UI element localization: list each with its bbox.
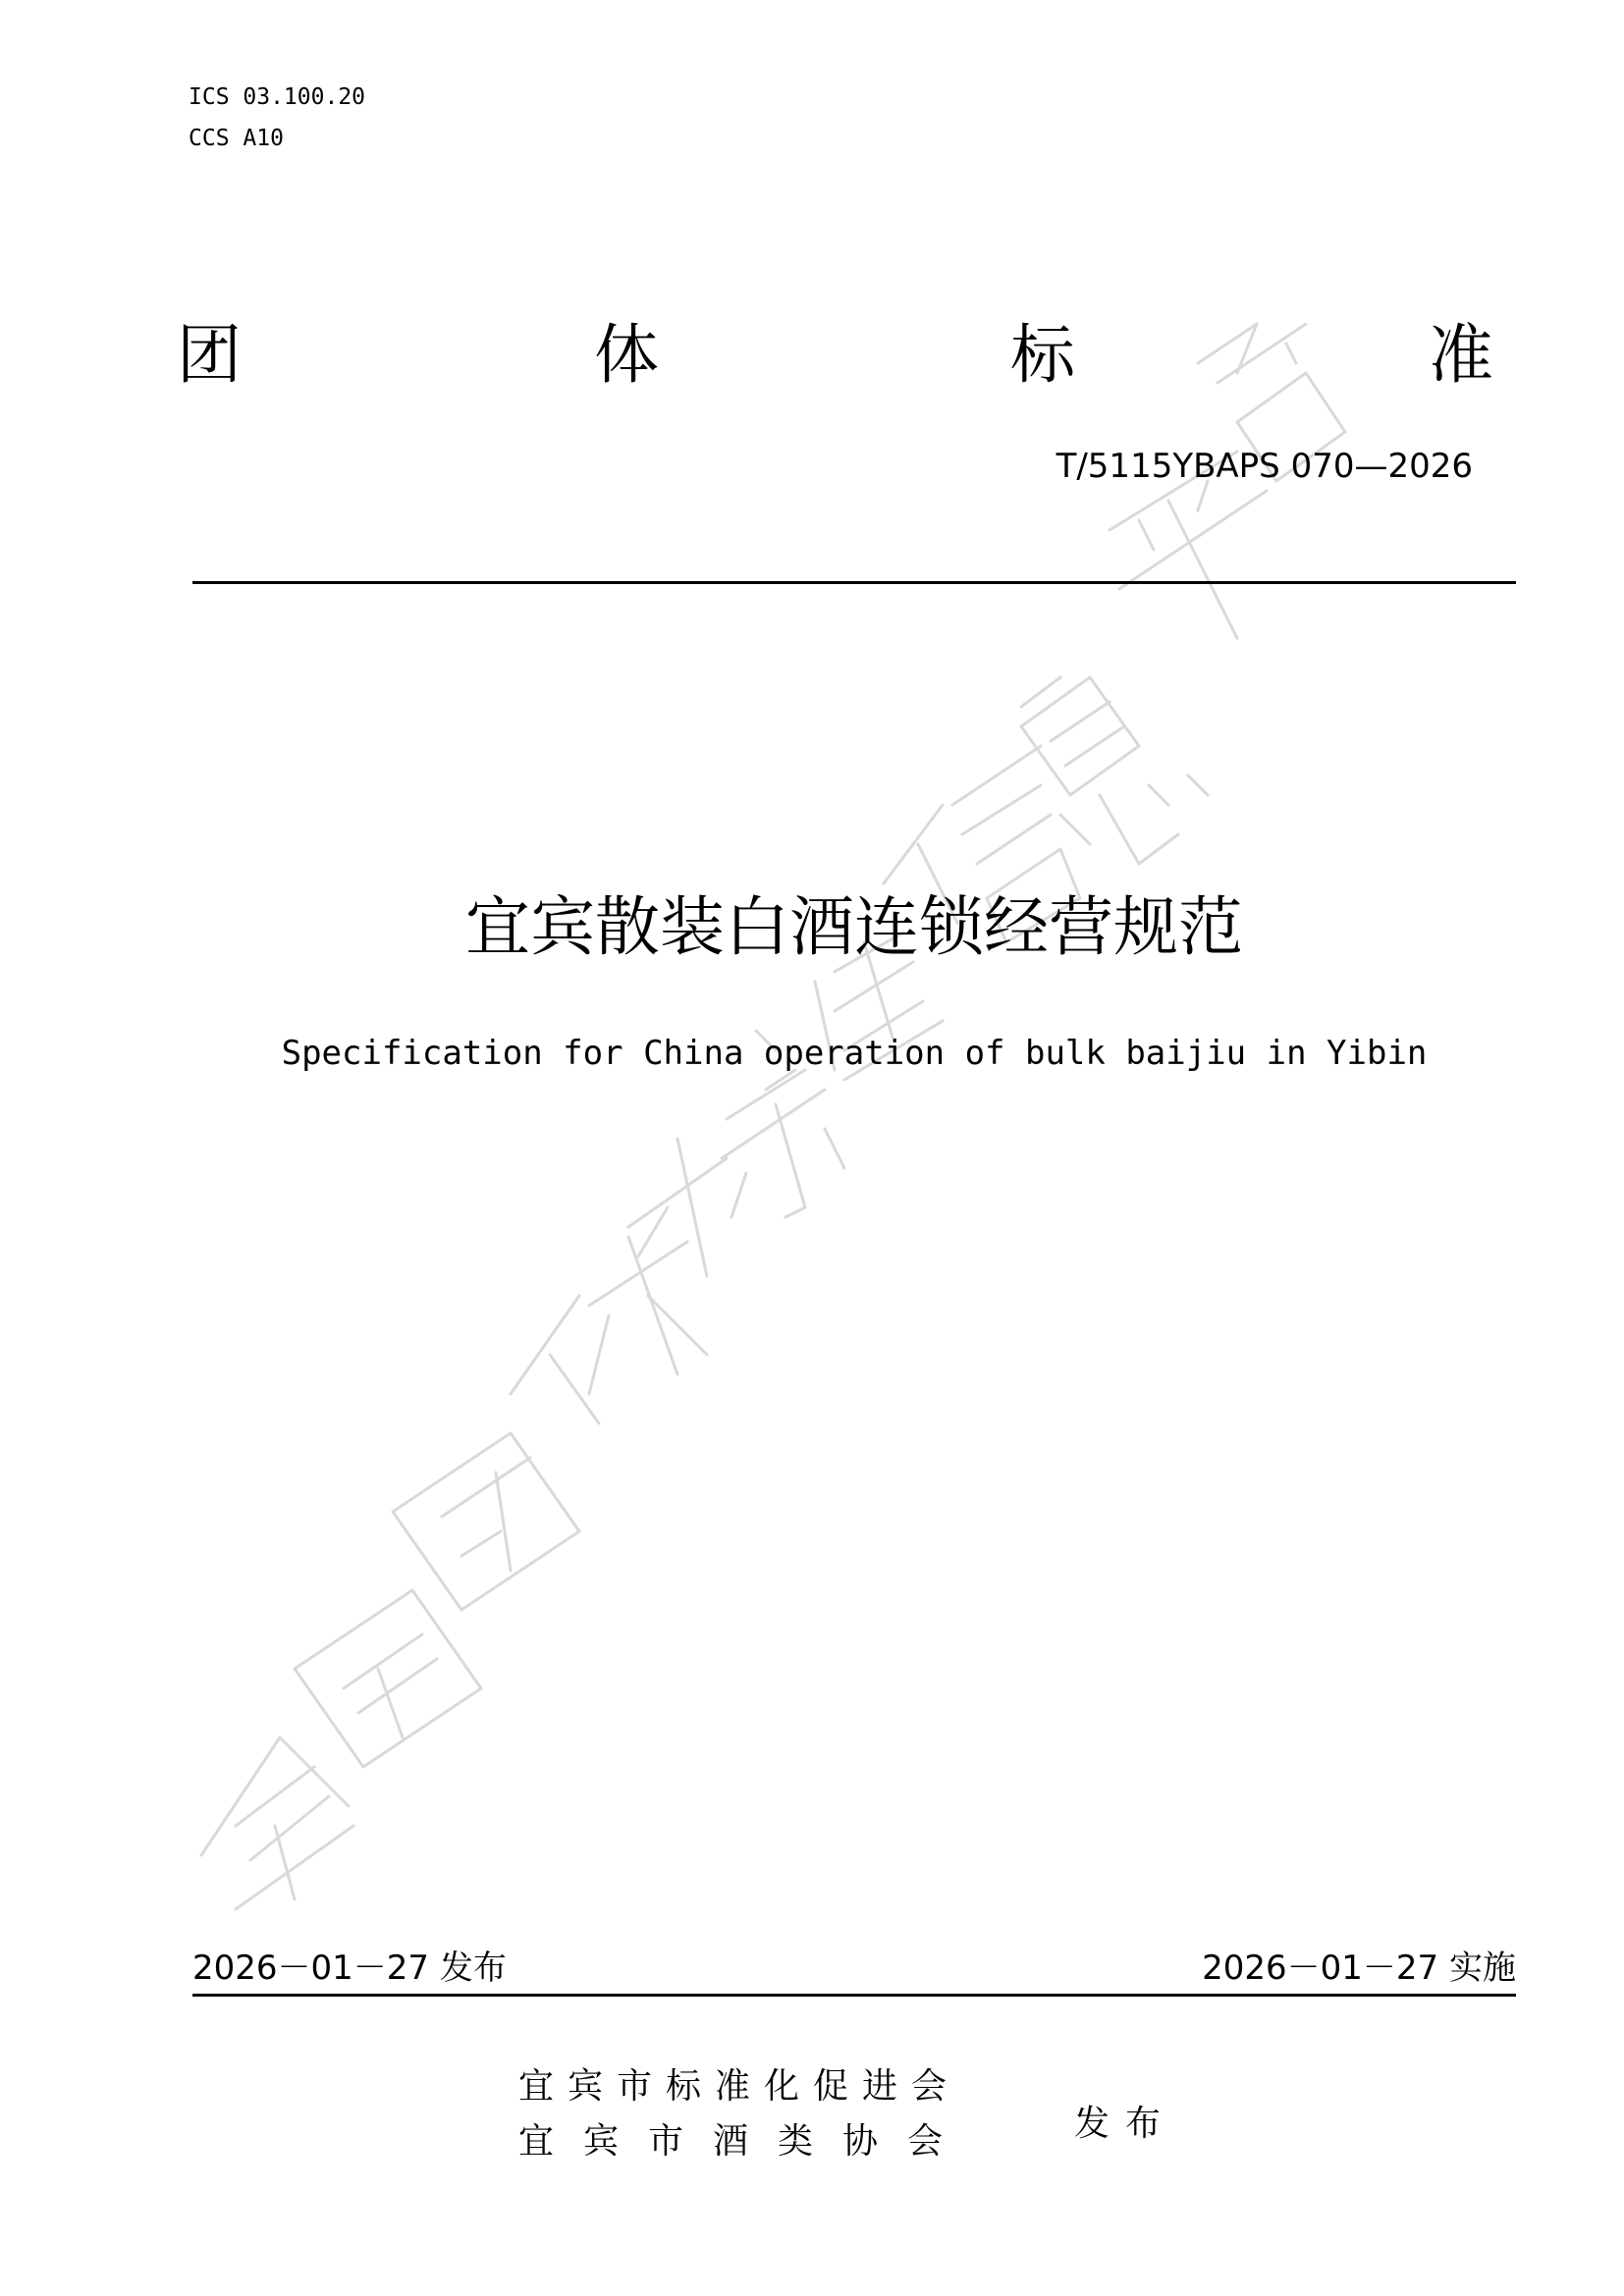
standard-type-char: 准: [1429, 317, 1493, 393]
ccs-code: CCS A10: [189, 126, 284, 151]
standard-number: T/5115YBAPS 070—2026: [1056, 447, 1473, 486]
document-title-english: Specification for China operation of bulk baijiu in Yibin: [281, 1034, 1428, 1073]
top-divider: [192, 581, 1516, 584]
implementation-date: 2026－01－27 实施: [1202, 1949, 1516, 1988]
standard-type-char: 团: [177, 317, 242, 393]
document-title-chinese: 宜宾散装白酒连锁经营规范: [465, 889, 1243, 965]
watermark-strokes: [201, 324, 1345, 1909]
publish-date: 2026－01－27 发布: [192, 1949, 507, 1988]
publisher-name: 宜宾市酒类协会: [518, 2121, 973, 2162]
publish-label: 发布: [1074, 2104, 1177, 2144]
bottom-divider: [192, 1994, 1516, 1997]
ics-code: ICS 03.100.20: [189, 84, 366, 110]
standard-type-char: 体: [594, 317, 659, 393]
standard-type-char: 标: [1010, 317, 1075, 393]
publisher-name: 宜宾市标准化促进会: [518, 2066, 961, 2107]
standard-type-heading: [177, 316, 1502, 404]
